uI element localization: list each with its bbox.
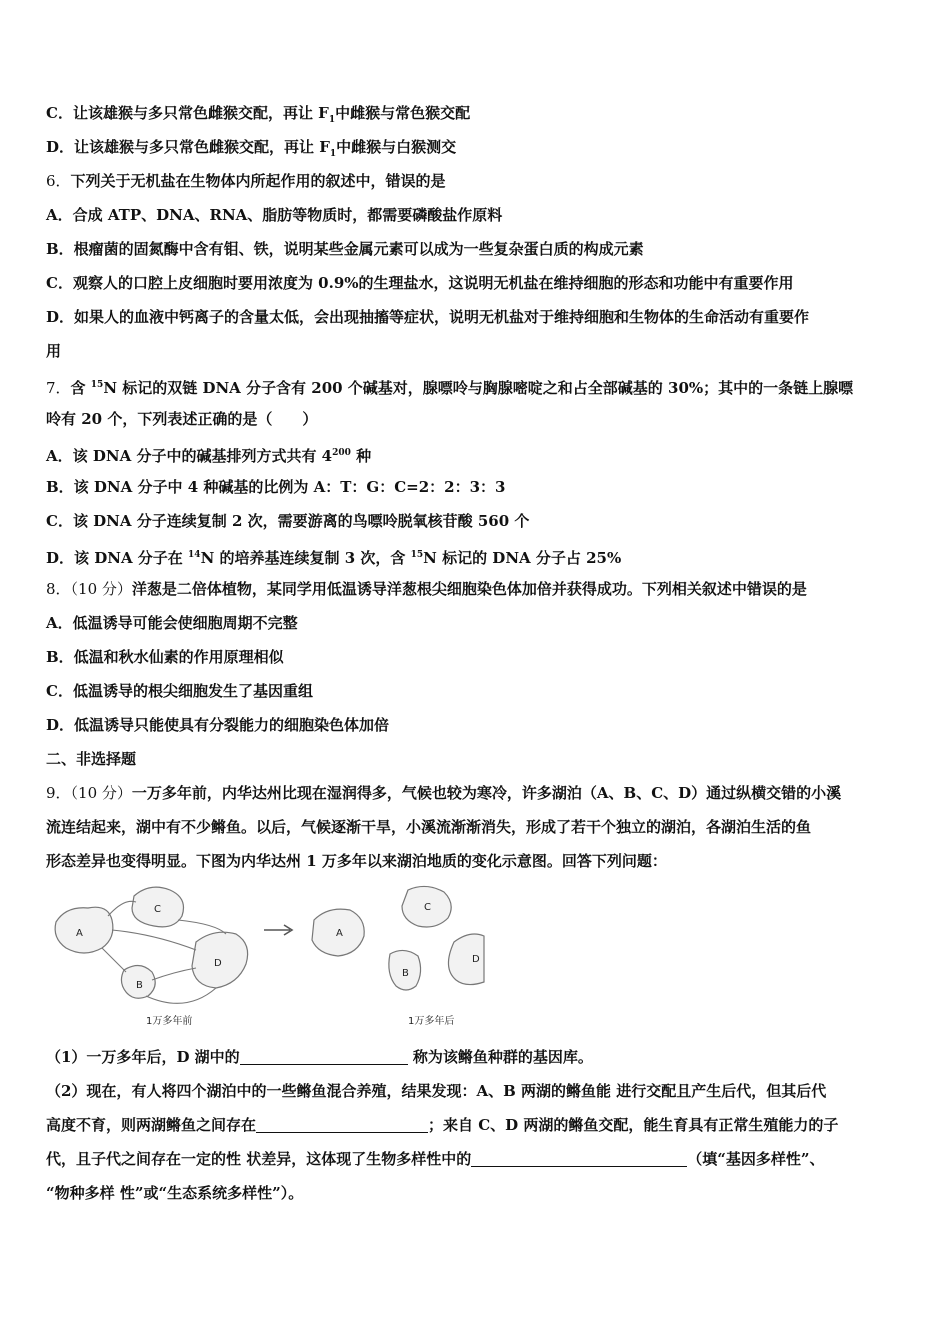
option-text: D．该 DNA 分子在	[46, 549, 189, 567]
option-7a	[46, 436, 908, 470]
superscript: 14	[188, 550, 201, 560]
subquestion-2-cont-2	[46, 1142, 908, 1176]
option-5c	[46, 96, 908, 130]
question-text: N 标记的双链 DNA 分子含有 200 个碱基对，腺嘌呤与胸腺嘧啶之和占全部碱基的 30%；其中的一条链上腺嘌	[103, 379, 854, 397]
lake-change-figure	[46, 884, 908, 1034]
option-7b: B．该 DNA 分子中 4 种碱基的比例为 A：T：G：C=2：2：3：3	[46, 478, 506, 496]
subquestion-2: （2）现在，有人将四个湖泊中的一些鳉鱼混合养殖，结果发现：A、B 两湖的鳉鱼能 进行交配且产生后代，但其后代	[46, 1082, 827, 1100]
answer-blank-1[interactable]	[240, 1046, 408, 1065]
question-text: 下列关于无机盐在生物体内所起作用的叙述中，错误的是	[70, 172, 446, 190]
question-number: 8．（10 分）	[46, 580, 132, 598]
question-text: 含	[70, 379, 91, 397]
lake-a-before	[55, 907, 113, 953]
lake-diagram	[46, 884, 486, 1034]
subquestion-2-cont-3: “物种多样 性”或“生态系统多样性”）。	[46, 1184, 304, 1202]
superscript: 15	[90, 380, 104, 390]
option-5d-text: D．让该雄猴与多只常色雌猴交配，再让 F	[46, 138, 330, 156]
option-6d: D．如果人的血液中钙离子的含量太低，会出现抽搐等症状，说明无机盐对于维持细胞和生物体的生命活动有重要作	[46, 308, 810, 326]
question-7	[46, 368, 908, 402]
question-number: 7．	[46, 379, 71, 397]
superscript: 15	[410, 550, 424, 560]
exam-page	[46, 96, 908, 1210]
question-text: 一万多年前，内华达州比现在湿润得多，气候也较为寒冷，许多湖泊（A、B、C、D）通过纵横交错的小溪	[131, 784, 842, 802]
superscript: 200	[332, 448, 351, 458]
section-heading: 二、非选择题	[46, 750, 137, 768]
label-c-before: C	[154, 904, 161, 915]
question-text: 洋葱是二倍体植物，某同学用低温诱导洋葱根尖细胞染色体加倍并获得成功。下列相关叙述中错误的是	[131, 580, 807, 598]
subscript: 1	[329, 149, 337, 159]
subquestion-text: （填“基因多样性”、	[687, 1150, 825, 1168]
subscript: 1	[328, 115, 336, 125]
option-7c: C．该 DNA 分子连续复制 2 次，需要游离的鸟嘌呤脱氧核苷酸 560 个	[46, 512, 530, 530]
question-number: 9．（10 分）	[46, 784, 132, 802]
option-text: A．该 DNA 分子中的碱基排列方式共有 4	[46, 447, 333, 465]
option-8d: D．低温诱导只能使具有分裂能力的细胞染色体加倍	[46, 716, 390, 734]
subquestion-text: 称为该鳉鱼种群的基因库。	[407, 1048, 593, 1066]
option-6b: B．根瘤菌的固氮酶中含有钼、铁，说明某些金属元素可以成为一些复杂蛋白质的构成元素	[46, 240, 644, 258]
question-9	[46, 776, 908, 810]
question-9-cont-1: 流连结起来，湖中有不少鳉鱼。以后，气候逐渐干旱，小溪流渐渐消失，形成了若干个独立的湖泊，各湖泊生活的鱼	[46, 818, 812, 836]
caption-after: 1万多年后	[408, 1016, 455, 1027]
question-7-cont: 呤有 20 个，下列表述正确的是（ ）	[46, 410, 318, 428]
caption-before: 1万多年前	[146, 1016, 193, 1027]
option-text: N 标记的 DNA 分子占 25%	[423, 549, 622, 567]
subquestion-text: 高度不育，则两湖鳉鱼之间存在	[46, 1116, 257, 1134]
option-8b: B．低温和秋水仙素的作用原理相似	[46, 648, 284, 666]
question-9-cont-2: 形态差异也变得明显。下图为内华达州 1 万多年以来湖泊地质的变化示意图。回答下列问题：	[46, 852, 667, 870]
label-a-before: A	[76, 928, 83, 939]
answer-blank-2[interactable]	[256, 1114, 428, 1133]
label-d-before: D	[214, 958, 222, 969]
option-text: N 的培养基连续复制 3 次，含	[200, 549, 411, 567]
option-5c-tail: 中雌猴与常色猴交配	[335, 104, 471, 122]
option-5d-tail: 中雌猴与白猴测交	[336, 138, 457, 156]
subquestion-text: （1）一万多年后，D 湖中的	[46, 1048, 240, 1066]
question-8	[46, 572, 908, 606]
option-6a: A．合成 ATP、DNA、RNA、脂肪等物质时，都需要磷酸盐作原料	[46, 206, 503, 224]
label-c-after: C	[424, 902, 431, 913]
option-8c: C．低温诱导的根尖细胞发生了基因重组	[46, 682, 313, 700]
label-a-after: A	[336, 928, 343, 939]
question-number: 6．	[46, 172, 71, 190]
question-6	[46, 164, 908, 198]
arrow-icon	[264, 925, 292, 935]
option-6c: C．观察人的口腔上皮细胞时要用浓度为 0.9%的生理盐水，这说明无机盐在维持细胞的形态和功能中有重要作用	[46, 274, 794, 292]
label-b-before: B	[136, 980, 143, 991]
subquestion-2-cont-1	[46, 1108, 908, 1142]
option-8a: A．低温诱导可能会使细胞周期不完整	[46, 614, 298, 632]
subquestion-1	[46, 1040, 908, 1074]
option-5c-text: C．让该雄猴与多只常色雌猴交配，再让 F	[46, 104, 329, 122]
label-b-after: B	[402, 968, 409, 979]
label-d-after: D	[472, 954, 480, 965]
option-6d-cont: 用	[46, 342, 62, 360]
subquestion-text: 代，且子代之间存在一定的性 状差异，这体现了生物多样性中的	[46, 1150, 472, 1168]
option-5d	[46, 130, 908, 164]
answer-blank-3[interactable]	[471, 1148, 687, 1167]
subquestion-text: ；来自 C、D 两湖的鳉鱼交配，能生育具有正常生殖能力的子	[428, 1116, 839, 1134]
option-text: 种	[350, 447, 372, 465]
option-7d	[46, 538, 908, 572]
